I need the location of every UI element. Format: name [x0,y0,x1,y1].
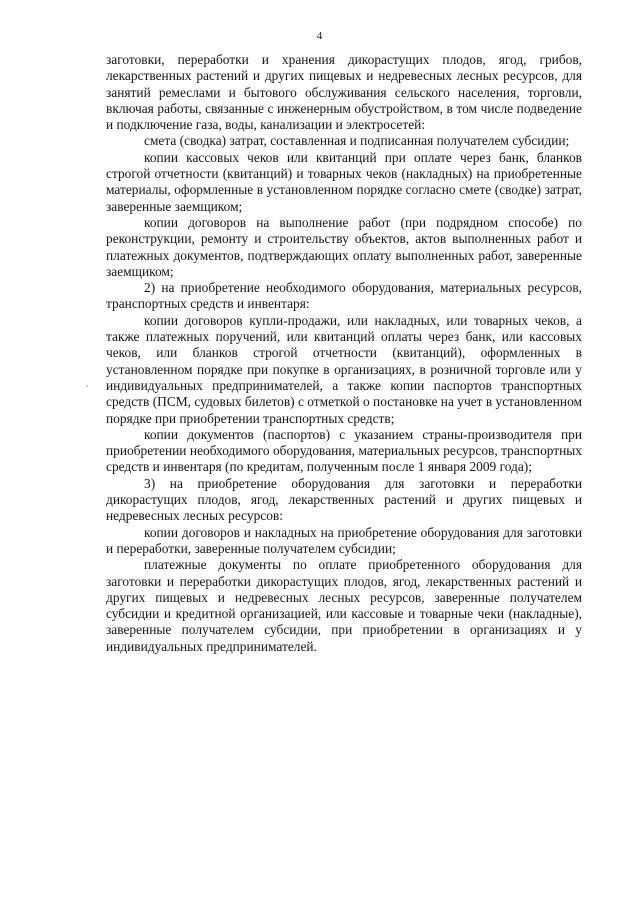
paragraph: смета (сводка) затрат, составленная и подписанная получателем субсидии; [144,133,570,149]
paragraph: заготовки, переработки и хранения дикорастущих плодов, ягод, грибов, лекарственных растений и других пищевых и недревесных лесных ресурсов, для занятий ремеслами и бытового обслуживания сельского населения, торговли, включая работы, связанные с инженерным обустройством, в том числе подведение и подключение газа, воды, канализации и электросетей: [106,52,582,133]
document-body [106,52,582,655]
paragraph: копии договоров и накладных на приобретение оборудования для заготовки и переработки, заверенные получателем субсидии; [106,524,582,556]
paragraph: 3) на приобретение оборудования для заготовки и переработки дикорастущих плодов, ягод, лекарственных растений и других пищевых и недревесных лесных ресурсов: [106,475,582,524]
paragraph: 2) на приобретение необходимого оборудования, материальных ресурсов, транспортных средств и инвентаря: [106,280,582,312]
page-number: 4 [316,30,323,42]
paragraph: платежные документы по оплате приобретенного оборудования для заготовки и переработки дикорастущих плодов, ягод, лекарственных растений и других пищевых и недревесных лесных ресурсов, заверенные получателем субсидии и кредитной организацией, или кассовые и товарные чеки (накладные), заверенные получателем субсидии, при приобретении в организациях и у индивидуальных предпринимателей. [106,557,582,654]
paragraph: копии кассовых чеков или квитанций при оплате через банк, бланков строгой отчетности (квитанций) и товарных чеков (накладных) на приобретенные материалы, оформленные в установленном порядке согласно смете (сводке) затрат, заверенные заемщиком; [106,149,582,214]
paragraph: копии документов (паспортов) с указанием страны-производителя при приобретении необходимого оборудования, материальных ресурсов, транспортных средств и инвентаря (по кредитам, полученным после 1 января 2009 года); [106,426,582,475]
paragraph: копии договоров купли-продажи, или накладных, или товарных чеков, а также платежных поручений, или квитанций оплаты через банк, или кассовых чеков, или бланков строгой отчетности (квитанций), оформленных в установленном порядке при покупке в организациях, в розничной торговле или у индивидуальных предпринимателей, а также копии паспортов транспортных средств (ПСМ, судовых билетов) с отметкой о постановке на учет в установленном порядке при приобретении транспортных средств; [106,312,582,426]
paragraph: копии договоров на выполнение работ (при подрядном способе) по реконструкции, ремонту и строительству объектов, актов выполненных работ и платежных документов, подтверждающих оплату выполненных работ, заверенные заемщиком; [106,214,582,279]
scan-artifact-dot [86,385,88,387]
